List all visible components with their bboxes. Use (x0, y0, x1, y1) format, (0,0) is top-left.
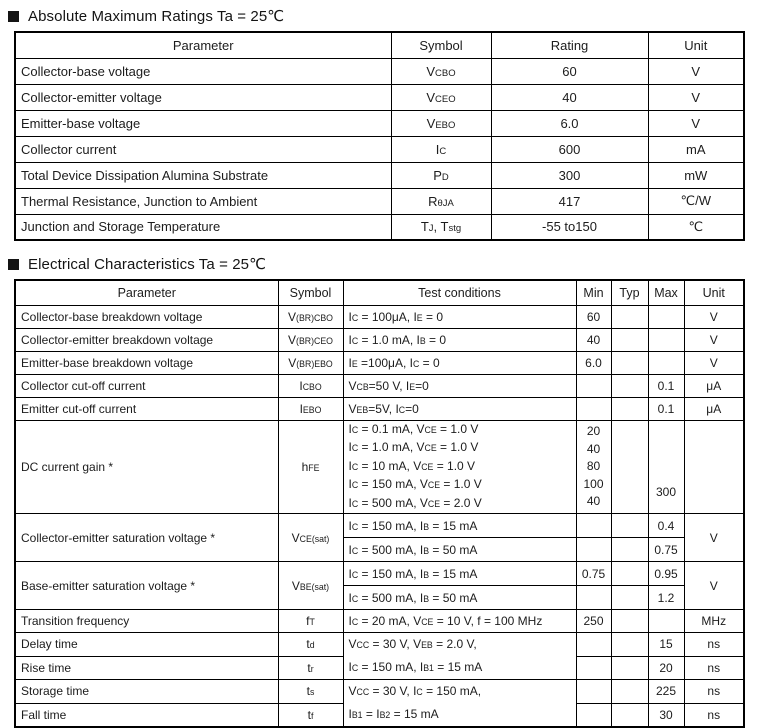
symbol-cell: IEBO (278, 397, 343, 420)
typ-cell (611, 562, 648, 586)
max-cell: 0.4 (648, 514, 684, 538)
hfe-min-value: 100 (583, 476, 604, 491)
table-row (15, 136, 744, 162)
symbol-cell: VCE(sat) (278, 514, 343, 562)
subscript-text: (BR)EBO (296, 358, 333, 369)
table-row (15, 397, 744, 420)
table-row (15, 84, 744, 110)
typ-cell (611, 538, 648, 562)
subscript-text: C (416, 687, 423, 697)
subscript-text: EBO (302, 404, 322, 415)
max-cell (648, 610, 684, 633)
subscript-text: B2 (379, 710, 391, 720)
subscript-text: EBO (435, 119, 456, 131)
max-cell: 225 (648, 680, 684, 704)
subscript-text: B (419, 335, 426, 346)
header-max: Max (648, 280, 684, 305)
max-cell (648, 305, 684, 328)
unit-cell (684, 420, 744, 514)
unit-cell: ns (684, 656, 744, 680)
min-cell (576, 586, 611, 610)
table-row (15, 110, 744, 136)
parameter-cell: Collector-base breakdown voltage (15, 305, 278, 328)
test-conditions-cell: IC = 100μA, IE = 0 (343, 305, 576, 328)
parameter-cell: Collector-emitter breakdown voltage (15, 328, 278, 351)
hfe-condition-line: IC = 1.0 mA, VCE = 1.0 V (348, 440, 479, 454)
subscript-text: CBO (302, 381, 322, 392)
subscript-text: CEO (435, 93, 456, 105)
table-row (15, 374, 744, 397)
typ-cell (611, 586, 648, 610)
subscript-text: B1 (351, 710, 363, 720)
table-row (15, 633, 744, 657)
header-parameter: Parameter (15, 280, 278, 305)
min-cell (576, 633, 611, 657)
table-row (15, 214, 744, 240)
subscript-text: CE(sat) (299, 533, 330, 544)
subscript-text: E (416, 312, 423, 323)
subscript-text: f (310, 710, 314, 721)
test-conditions-cell: IC = 1.0 mA, IB = 0 (343, 328, 576, 351)
unit-cell: MHz (684, 610, 744, 633)
symbol-cell: ts (278, 680, 343, 704)
subscript-text: BE(sat) (299, 581, 330, 592)
subscript-text: E (409, 381, 416, 392)
subscript-text: s (309, 687, 315, 698)
header-symbol: Symbol (278, 280, 343, 305)
test-conditions-cell: IC = 150 mA, IB = 15 mA (343, 514, 576, 538)
parameter-cell: Emitter-base breakdown voltage (15, 351, 278, 374)
subscript-text: C (351, 480, 359, 490)
min-cell (576, 680, 611, 704)
typ-cell (611, 703, 648, 727)
subscript-text: CE (421, 617, 434, 627)
table-row (15, 514, 744, 538)
table-row (15, 351, 744, 374)
min-cell: 40 (576, 328, 611, 351)
symbol-cell: td (278, 633, 343, 657)
table-row (15, 680, 744, 704)
unit-cell: V (684, 514, 744, 562)
parameter-cell: Thermal Resistance, Junction to Ambient (15, 188, 391, 214)
subscript-text: CC (356, 687, 370, 697)
subscript-text: T (309, 617, 315, 627)
abs-max-title-text: Absolute Maximum Ratings Ta = 25℃ (28, 8, 285, 25)
subscript-text: J (428, 223, 434, 235)
unit-cell: V (648, 58, 744, 84)
symbol-cell: VCEO (391, 84, 491, 110)
typ-cell (611, 351, 648, 374)
electrical-table (14, 279, 745, 728)
symbol-cell: PD (391, 162, 491, 188)
symbol-cell: tr (278, 656, 343, 680)
hfe-min-value: 80 (586, 459, 601, 473)
rating-cell: -55 to150 (491, 214, 648, 240)
section-marker-icon (8, 11, 19, 22)
test-conditions-cell: IC = 20 mA, VCE = 10 V, f = 100 MHz (343, 610, 576, 633)
subscript-text: C (351, 521, 359, 532)
parameter-cell: Junction and Storage Temperature (15, 214, 391, 240)
unit-cell: ℃ (648, 214, 744, 240)
subscript-text: CE (424, 443, 437, 453)
subscript-text: CE (427, 498, 441, 509)
min-cell: 6.0 (576, 351, 611, 374)
test-condition-line: VCC = 30 V, VEB = 2.0 V, (348, 637, 477, 651)
abs-max-header-row (15, 32, 744, 58)
unit-cell: mW (648, 162, 744, 188)
max-cell: 15 (648, 633, 684, 657)
subscript-text: (BR)CBO (296, 312, 333, 323)
subscript-text: D (441, 171, 449, 183)
min-cell: 60 (576, 305, 611, 328)
subscript-text: B (423, 521, 430, 532)
subscript-text: B (423, 593, 430, 604)
subscript-text: B1 (423, 663, 434, 673)
min-cell (576, 538, 611, 562)
unit-cell: V (648, 84, 744, 110)
symbol-cell: fT (278, 610, 343, 633)
electrical-section-title (14, 253, 743, 275)
typ-cell (611, 514, 648, 538)
test-conditions-cell: IC = 500 mA, IB = 50 mA (343, 586, 576, 610)
hfe-min-value: 40 (586, 494, 601, 508)
hfe-condition-line: IC = 10 mA, VCE = 1.0 V (348, 458, 476, 473)
subscript-text: CB (356, 381, 369, 392)
typ-cell (611, 328, 648, 351)
max-cell (648, 351, 684, 374)
rating-cell: 300 (491, 162, 648, 188)
subscript-text: FE (308, 462, 320, 473)
subscript-text: C (412, 358, 420, 369)
subscript-text: C (351, 335, 359, 346)
rating-cell: 40 (491, 84, 648, 110)
min-cell (576, 397, 611, 420)
header-parameter: Parameter (15, 32, 391, 58)
unit-cell: V (684, 351, 744, 374)
test-conditions-cell: VEB=5V, IC=0 (343, 397, 576, 420)
max-cell: 0.75 (648, 538, 684, 562)
min-cell: 0.75 (576, 562, 611, 586)
max-cell: 20 (648, 656, 684, 680)
subscript-text: C (351, 498, 359, 509)
unit-cell: ns (684, 703, 744, 727)
test-condition-line: IB1 = IB2 = 15 mA (348, 707, 439, 721)
min-cell (576, 514, 611, 538)
test-conditions-cell: IE =100μA, IC = 0 (343, 351, 576, 374)
electrical-title-text: Electrical Characteristics Ta = 25℃ (28, 256, 267, 273)
symbol-cell: hFE (278, 420, 343, 514)
symbol-cell: ICBO (278, 374, 343, 397)
typ-cell (611, 680, 648, 704)
unit-cell: ns (684, 680, 744, 704)
hfe-condition-line: IC = 150 mA, VCE = 1.0 V (348, 477, 482, 491)
subscript-text: CE (427, 480, 441, 490)
test-conditions-cell: IC = 150 mA, IB = 15 mA (343, 562, 576, 586)
symbol-cell: VBE(sat) (278, 562, 343, 610)
parameter-cell: Rise time (15, 656, 278, 680)
parameter-cell: Base-emitter saturation voltage * (15, 562, 278, 610)
table-row (15, 58, 744, 84)
parameter-cell: Storage time (15, 680, 278, 704)
unit-cell: mA (648, 136, 744, 162)
subscript-text: C (439, 145, 447, 157)
subscript-text: CE (424, 424, 437, 435)
typ-cell (611, 420, 648, 514)
header-test-conditions: Test conditions (343, 280, 576, 305)
symbol-cell: V(BR)EBO (278, 351, 343, 374)
subscript-text: C (351, 593, 359, 604)
subscript-text: C (351, 545, 359, 556)
table-row (15, 328, 744, 351)
symbol-cell: IC (391, 136, 491, 162)
typ-cell (611, 633, 648, 657)
min-cell (576, 374, 611, 397)
unit-cell: V (648, 110, 744, 136)
subscript-text: stg (448, 223, 462, 235)
header-unit: Unit (684, 280, 744, 305)
typ-cell (611, 374, 648, 397)
subscript-text: EB (356, 404, 369, 415)
subscript-text: C (351, 663, 359, 673)
rating-cell: 417 (491, 188, 648, 214)
unit-cell: μA (684, 397, 744, 420)
unit-cell: V (684, 328, 744, 351)
hfe-condition-line: IC = 500 mA, VCE = 2.0 V (348, 495, 482, 510)
subscript-text: CC (356, 640, 370, 650)
table-row (15, 188, 744, 214)
subscript-text: CBO (435, 67, 456, 79)
parameter-cell: Delay time (15, 633, 278, 657)
min-cell (576, 703, 611, 727)
max-cell: 0.95 (648, 562, 684, 586)
unit-cell: μA (684, 374, 744, 397)
test-condition-line: VCC = 30 V, IC = 150 mA, (348, 684, 482, 698)
test-conditions-cell: VCB=50 V, IE=0 (343, 374, 576, 397)
max-cell (648, 328, 684, 351)
max-cell: 1.2 (648, 586, 684, 610)
max-cell: 30 (648, 703, 684, 727)
subscript-text: C (351, 461, 359, 472)
header-typ: Typ (611, 280, 648, 305)
table-row (15, 162, 744, 188)
electrical-header-row (15, 280, 744, 305)
abs-max-table (14, 31, 745, 241)
subscript-text: EB (421, 640, 433, 650)
unit-cell: V (684, 305, 744, 328)
hfe-condition-line: IC = 0.1 mA, VCE = 1.0 V (348, 421, 479, 436)
header-rating: Rating (491, 32, 648, 58)
parameter-cell: Collector-base voltage (15, 58, 391, 84)
parameter-cell: Collector-emitter voltage (15, 84, 391, 110)
symbol-cell: V(BR)CBO (278, 305, 343, 328)
hfe-row (15, 420, 744, 514)
section-marker-icon (8, 259, 19, 270)
abs-max-section-title (14, 5, 743, 27)
typ-cell (611, 397, 648, 420)
table-row (15, 305, 744, 328)
parameter-cell: DC current gain * (15, 420, 278, 514)
parameter-cell: Transition frequency (15, 610, 278, 633)
subscript-text: C (351, 569, 359, 580)
subscript-text: r (310, 663, 314, 674)
symbol-cell: tf (278, 703, 343, 727)
symbol-cell: V(BR)CEO (278, 328, 343, 351)
subscript-text: B (423, 569, 430, 580)
symbol-cell: TJ, Tstg (391, 214, 491, 240)
parameter-cell: Emitter-base voltage (15, 110, 391, 136)
parameter-cell: Collector current (15, 136, 391, 162)
hfe-min-value: 40 (586, 441, 601, 456)
max-cell: 300 (648, 420, 684, 514)
parameter-cell: Collector-emitter saturation voltage * (15, 514, 278, 562)
subscript-text: E (351, 358, 358, 369)
table-row (15, 610, 744, 633)
test-conditions-cell (343, 420, 576, 514)
unit-cell: ns (684, 633, 744, 657)
subscript-text: C (351, 424, 359, 435)
min-cell (576, 656, 611, 680)
test-conditions-cell: IC = 500 mA, IB = 50 mA (343, 538, 576, 562)
min-cell: 250 (576, 610, 611, 633)
min-cell (576, 420, 611, 514)
hfe-min-value: 20 (586, 424, 601, 438)
typ-cell (611, 305, 648, 328)
header-min: Min (576, 280, 611, 305)
test-conditions-cell (343, 680, 576, 728)
subscript-text: C (398, 404, 406, 415)
rating-cell: 600 (491, 136, 648, 162)
subscript-text: C (351, 443, 359, 453)
parameter-cell: Fall time (15, 703, 278, 727)
parameter-cell: Emitter cut-off current (15, 397, 278, 420)
symbol-cell: VCBO (391, 58, 491, 84)
subscript-text: C (351, 617, 359, 627)
parameter-cell: Collector cut-off current (15, 374, 278, 397)
max-cell: 0.1 (648, 374, 684, 397)
subscript-text: (BR)CEO (296, 335, 333, 346)
symbol-cell: VEBO (391, 110, 491, 136)
rating-cell: 6.0 (491, 110, 648, 136)
parameter-cell: Total Device Dissipation Alumina Substrate (15, 162, 391, 188)
subscript-text: θJA (437, 197, 454, 209)
subscript-text: B (423, 545, 430, 556)
subscript-text: C (351, 312, 359, 323)
test-conditions-cell (343, 633, 576, 680)
typ-cell (611, 656, 648, 680)
symbol-cell: RθJA (391, 188, 491, 214)
rating-cell: 60 (491, 58, 648, 84)
header-symbol: Symbol (391, 32, 491, 58)
unit-cell: ℃/W (648, 188, 744, 214)
subscript-text: CE (421, 461, 434, 472)
test-condition-line: IC = 150 mA, IB1 = 15 mA (348, 660, 483, 674)
header-unit: Unit (648, 32, 744, 58)
subscript-text: d (309, 640, 315, 651)
typ-cell (611, 610, 648, 633)
table-row (15, 562, 744, 586)
unit-cell: V (684, 562, 744, 610)
max-cell: 0.1 (648, 397, 684, 420)
